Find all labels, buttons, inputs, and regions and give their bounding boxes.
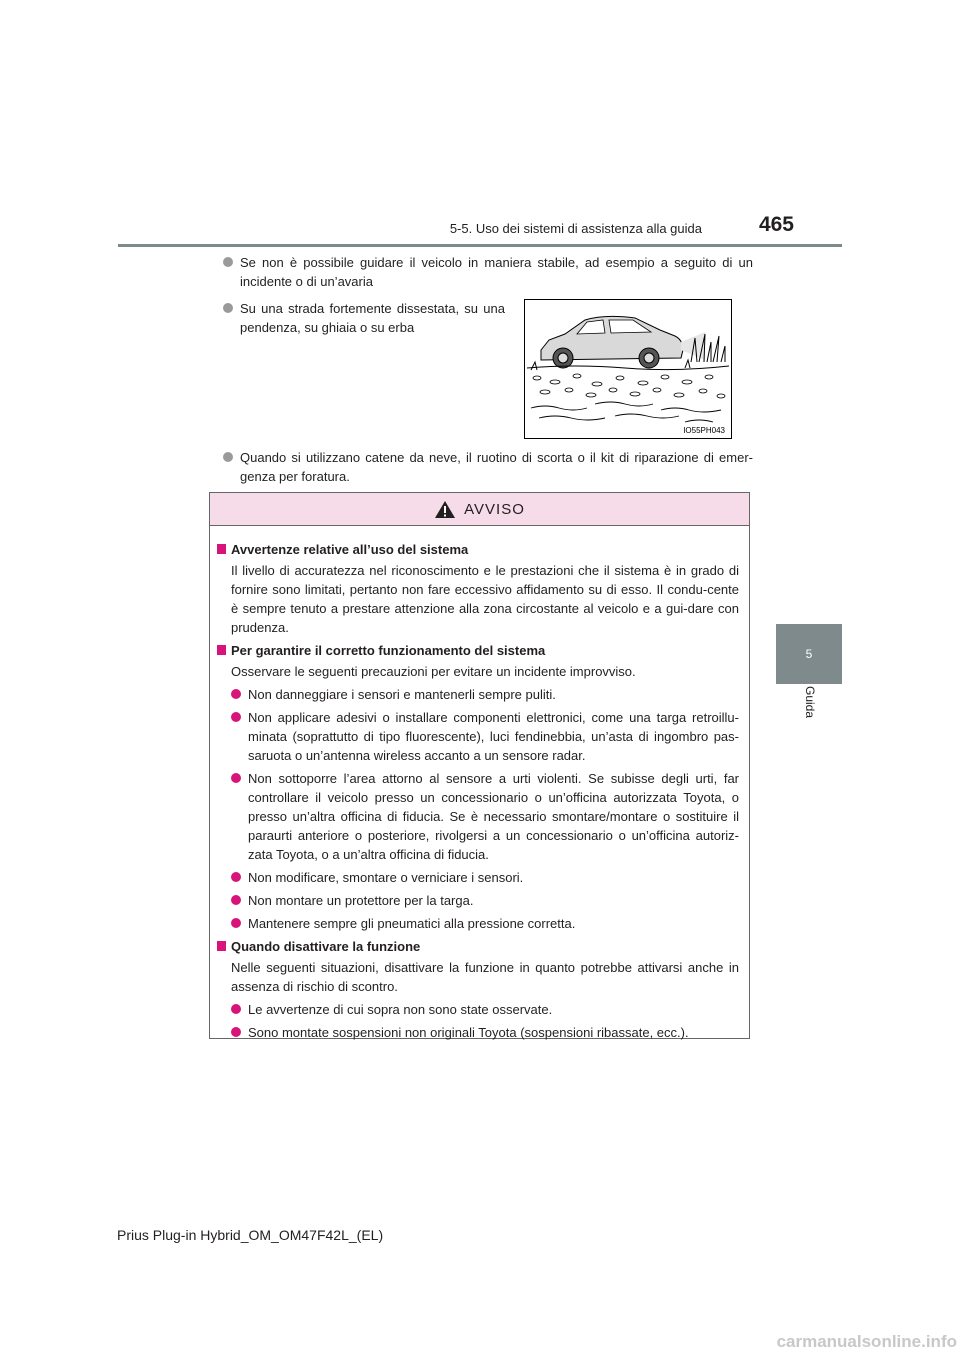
bullet-list bbox=[223, 448, 753, 486]
warning-paragraph: Il livello di accuratezza nel riconoscimento e le prestazioni che il sistema è in grado di fornire sono limitati, pertanto non fare eccessivo affidamento su di esso. Il condu-cente è sempre tenuto a prestare attenzione alla zona circostante al veicolo e a gui-dare con prudenza. bbox=[231, 563, 739, 635]
list-item: Le avvertenze di cui sopra non sono state osservate. bbox=[217, 1000, 739, 1019]
page-number: 465 bbox=[758, 213, 794, 236]
warning-paragraph: Osservare le seguenti precauzioni per evitare un incidente improvviso. bbox=[231, 664, 636, 679]
bullet-list bbox=[223, 253, 753, 291]
footer-model: Prius Plug-in Hybrid_OM_OM47F42L_(EL) bbox=[117, 1227, 384, 1243]
list-item: Non modificare, smontare o verniciare i sensori. bbox=[217, 868, 739, 887]
bullet-dot-icon bbox=[231, 895, 241, 905]
square-bullet-icon bbox=[217, 645, 226, 655]
bullet-dot-icon bbox=[231, 1004, 241, 1014]
bullet-dot-icon bbox=[231, 773, 241, 783]
list-item: Non applicare adesivi o installare componenti elettronici, come una targa retroillu-minata (soprattutto di tipo fluorescente), luci fendinebbia, un’asta di ingombro pas-saruota o un’antenna wireless accanto a un sensore radar. bbox=[217, 708, 739, 765]
bullet-dot-icon bbox=[223, 303, 233, 313]
bullet-dot-icon bbox=[231, 712, 241, 722]
warning-section-heading: Avvertenze relative all’uso del sistema bbox=[217, 540, 739, 559]
header-rule bbox=[118, 244, 842, 247]
chapter-tab[interactable] bbox=[776, 624, 842, 684]
list-item: Sono montate sospensioni non originali Toyota (sospensioni ribassate, ecc.). bbox=[217, 1023, 739, 1042]
chapter-number: 5 bbox=[805, 647, 813, 661]
bullet-dot-icon bbox=[223, 257, 233, 267]
chapter-label: Guida bbox=[803, 686, 817, 719]
bullet-dot-icon bbox=[231, 1027, 241, 1037]
list-item: Se non è possibile guidare il veicolo in maniera stabile, ad esempio a seguito di un incidente o di un’avaria bbox=[223, 253, 753, 291]
warning-body bbox=[210, 526, 749, 1042]
warning-section-heading: Per garantire il corretto funzionamento del sistema bbox=[217, 641, 739, 660]
warning-title: AVVISO bbox=[464, 500, 525, 518]
list-item: Quando si utilizzano catene da neve, il ruotino di scorta o il kit di riparazione di emer-genza per foratura. bbox=[223, 448, 753, 486]
bullet-list bbox=[223, 299, 505, 337]
illustration-car-rough-road bbox=[524, 299, 732, 439]
square-bullet-icon bbox=[217, 941, 226, 951]
bullet-dot-icon bbox=[231, 689, 241, 699]
header-section-title: 5-5. Uso dei sistemi di assistenza alla guida bbox=[449, 221, 702, 236]
warning-triangle-icon bbox=[434, 500, 456, 519]
bullet-dot-icon bbox=[231, 872, 241, 882]
figure-code: IO55PH043 bbox=[683, 426, 725, 435]
warning-box bbox=[209, 492, 750, 1039]
watermark[interactable]: carmanualsonline.info bbox=[776, 1332, 957, 1351]
list-item: Non montare un protettore per la targa. bbox=[217, 891, 739, 910]
list-item: Non sottoporre l’area attorno al sensore a urti violenti. Se subisse degli urti, far controllare il veicolo presso un concessionario o un’officina autorizzata Toyota, o presso un’altra officina di fiducia. Se è necessario smontare/montare o sostituire il paraurti anteriore o posteriore, rivolgersi a un concessionario o un’officina autoriz-zata Toyota, o a un’altra officina di fiducia. bbox=[217, 769, 739, 864]
bullet-dot-icon bbox=[223, 452, 233, 462]
list-item: Non danneggiare i sensori e mantenerli sempre puliti. bbox=[217, 685, 739, 704]
warning-section-heading: Quando disattivare la funzione bbox=[217, 937, 739, 956]
bullet-dot-icon bbox=[231, 918, 241, 928]
list-item: Mantenere sempre gli pneumatici alla pressione corretta. bbox=[217, 914, 739, 933]
list-item: Su una strada fortemente dissestata, su una pendenza, su ghiaia o su erba bbox=[223, 299, 505, 337]
square-bullet-icon bbox=[217, 544, 226, 554]
warning-header bbox=[210, 493, 749, 526]
warning-paragraph: Nelle seguenti situazioni, disattivare la funzione in quanto potrebbe attivarsi anche in assenza di rischio di scontro. bbox=[231, 960, 739, 994]
